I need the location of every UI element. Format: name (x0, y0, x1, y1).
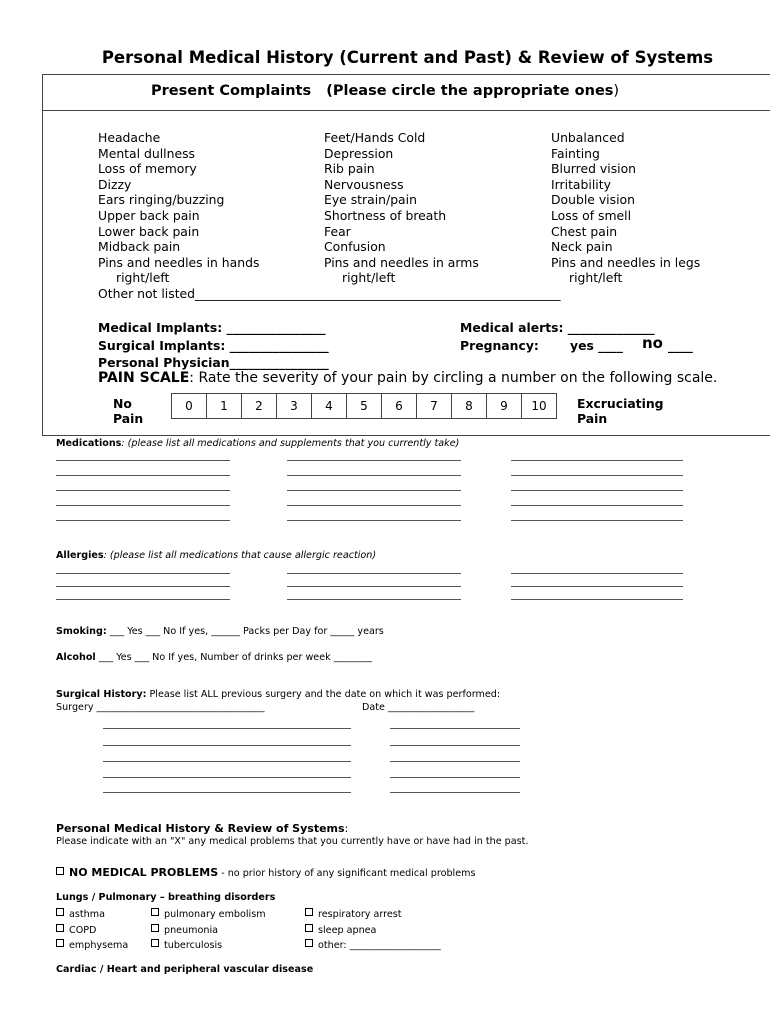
complaint-item[interactable]: Lower back pain (98, 223, 200, 239)
present-complaints-header (43, 75, 770, 111)
no-pain-line-2: Pain (113, 411, 144, 426)
excruciating-pain-label (577, 396, 664, 426)
surgical-history-note: Please list ALL previous surgery and the date on which it was performed: (146, 689, 501, 700)
pain-scale-option[interactable]: 6 (382, 394, 417, 419)
pain-scale-option[interactable]: 1 (207, 394, 242, 419)
complaint-side[interactable]: right/left (342, 270, 396, 286)
pain-scale-option[interactable]: 8 (452, 394, 487, 419)
lungs-column-2 (151, 907, 266, 954)
ros-option[interactable]: pulmonary embolism (151, 907, 266, 923)
checkbox-icon[interactable] (151, 924, 159, 932)
no-medical-problems-option[interactable] (56, 866, 475, 879)
complaint-item[interactable]: Feet/Hands Cold (324, 130, 426, 145)
alcohol-label: Alcohol (56, 652, 96, 663)
medications-note: : (please list all medications and supplements that you currently take) (121, 438, 460, 449)
complaint-item[interactable]: Irritability (551, 176, 611, 192)
ros-option[interactable]: sleep apnea (305, 923, 441, 939)
complaint-item[interactable]: Nervousness (324, 176, 404, 192)
checkbox-icon[interactable] (56, 939, 64, 947)
complaint-item[interactable]: Shortness of breath (324, 207, 447, 223)
complaint-item[interactable]: Unbalanced (551, 130, 625, 145)
pain-scale-option[interactable]: 4 (312, 394, 347, 419)
ros-option[interactable]: COPD (56, 923, 128, 939)
complaint-item[interactable]: Pins and needles in hands (98, 254, 260, 270)
smoking-row[interactable] (56, 626, 384, 637)
ros-option[interactable]: respiratory arrest (305, 907, 441, 923)
checkbox-icon[interactable] (56, 908, 64, 916)
pain-scale-option[interactable]: 0 (172, 394, 207, 419)
complaint-item[interactable]: Pins and needles in legs (551, 254, 701, 270)
ros-heading (56, 822, 348, 835)
present-complaints-heading: Present Complaints (151, 83, 312, 99)
lungs-heading: Lungs / Pulmonary – breathing disorders (56, 892, 276, 903)
complaint-item[interactable]: Mental dullness (98, 145, 195, 161)
personal-physician-field[interactable]: Personal Physician________________ (98, 355, 329, 370)
pain-scale-text: : Rate the severity of your pain by circling a number on the following scale. (189, 370, 718, 386)
medical-alerts-field[interactable]: Medical alerts: ______________ (460, 320, 655, 335)
pain-scale-option[interactable]: 9 (487, 394, 522, 419)
present-complaints-instruction: (Please circle the appropriate ones (326, 83, 614, 99)
complaint-item[interactable]: Loss of smell (551, 207, 632, 223)
checkbox-icon[interactable] (305, 939, 313, 947)
surgery-field[interactable]: Surgery ___________________________________ (56, 702, 265, 713)
pain-scale-instruction (98, 370, 717, 386)
allergies-note: : (please list all medications that cause allergic reaction) (103, 550, 377, 561)
complaint-item[interactable]: Upper back pain (98, 207, 200, 223)
complaint-side[interactable]: right/left (569, 270, 623, 286)
pain-scale-option[interactable]: 5 (347, 394, 382, 419)
medications-heading (56, 438, 459, 449)
smoking-fields[interactable]: ___ Yes ___ No If yes, ______ Packs per Day for _____ years (106, 626, 384, 637)
complaint-item[interactable]: Ears ringing/buzzing (98, 192, 225, 208)
excruciating-line-1: Excruciating (577, 396, 664, 411)
checkbox-icon[interactable] (151, 908, 159, 916)
checkbox-icon[interactable] (305, 908, 313, 916)
complaint-item[interactable]: Double vision (551, 192, 635, 208)
surgery-date-field[interactable]: Date __________________ (362, 702, 475, 713)
checkbox-icon[interactable] (305, 924, 313, 932)
ros-option[interactable]: tuberculosis (151, 938, 266, 954)
complaints-column-3 (551, 130, 700, 286)
pain-scale-label: PAIN SCALE (98, 370, 190, 386)
ros-heading-colon: : (344, 822, 349, 835)
pain-scale-table (171, 393, 557, 419)
ros-instruction: Please indicate with an "X" any medical problems that you currently have or have had in the past. (56, 836, 529, 847)
allergies-label: Allergies (56, 550, 104, 561)
complaint-item[interactable]: Fear (324, 223, 351, 239)
complaint-item[interactable]: Pins and needles in arms (324, 254, 479, 270)
ros-option[interactable]: asthma (56, 907, 128, 923)
complaint-item[interactable]: Loss of memory (98, 161, 197, 177)
pain-scale-option[interactable]: 3 (277, 394, 312, 419)
checkbox-icon[interactable] (56, 924, 64, 932)
pregnancy-no-label: no (642, 334, 663, 352)
pregnancy-label: Pregnancy: (460, 338, 539, 353)
complaint-item[interactable]: Headache (98, 130, 161, 145)
pregnancy-yes-field[interactable]: yes ____ (570, 338, 623, 353)
ros-option[interactable]: pneumonia (151, 923, 266, 939)
complaint-item[interactable]: Fainting (551, 145, 600, 161)
pain-scale-option[interactable]: 7 (417, 394, 452, 419)
pregnancy-no-field[interactable]: ____ (668, 338, 693, 353)
alcohol-row[interactable] (56, 652, 372, 663)
surgical-history-heading (56, 689, 500, 700)
pain-scale-option[interactable]: 2 (242, 394, 277, 419)
checkbox-icon[interactable] (56, 867, 64, 875)
ros-option[interactable]: emphysema (56, 938, 128, 954)
medical-implants-field[interactable]: Medical Implants: ________________ (98, 320, 326, 335)
surgical-implants-field[interactable]: Surgical Implants: ________________ (98, 338, 329, 353)
heading-paren: ) (613, 83, 620, 99)
smoking-label: Smoking: (56, 626, 107, 637)
allergies-heading (56, 550, 376, 561)
complaint-item[interactable]: Neck pain (551, 239, 613, 255)
no-pain-label (113, 396, 143, 426)
excruciating-line-2: Pain (577, 411, 608, 426)
checkbox-icon[interactable] (151, 939, 159, 947)
lungs-column-1 (56, 907, 128, 954)
page-title: Personal Medical History (Current and Past) & Review of Systems (101, 48, 714, 67)
complaint-item[interactable]: Blurred vision (551, 161, 637, 177)
surgical-history-label: Surgical History: (56, 689, 147, 700)
complaint-item[interactable]: Dizzy (98, 176, 132, 192)
complaint-item[interactable]: Chest pain (551, 223, 618, 239)
medications-label: Medications (56, 438, 122, 449)
no-medical-problems-label: NO MEDICAL PROBLEMS (69, 866, 219, 879)
cardiac-heading: Cardiac / Heart and peripheral vascular disease (56, 964, 314, 975)
complaint-item[interactable]: Confusion (324, 239, 386, 255)
complaint-item[interactable]: Midback pain (98, 239, 181, 255)
complaint-item[interactable]: Rib pain (324, 161, 375, 177)
no-pain-line-1: No (113, 396, 132, 411)
complaint-item[interactable]: Eye strain/pain (324, 192, 417, 208)
pain-scale-option[interactable]: 10 (522, 394, 557, 419)
complaint-side[interactable]: right/left (116, 270, 170, 286)
alcohol-fields[interactable]: ___ Yes ___ No If yes, Number of drinks per week ________ (95, 652, 373, 663)
complaint-item[interactable]: Depression (324, 145, 394, 161)
lungs-column-3 (305, 907, 441, 954)
ros-option[interactable]: other: ___________________ (305, 938, 441, 954)
complaints-column-2 (324, 130, 479, 286)
no-medical-problems-note: - no prior history of any significant medical problems (218, 868, 476, 879)
ros-heading-text: Personal Medical History & Review of Systems (56, 822, 345, 835)
other-not-listed[interactable]: Other not listed___________________________________________________________ (98, 285, 561, 301)
